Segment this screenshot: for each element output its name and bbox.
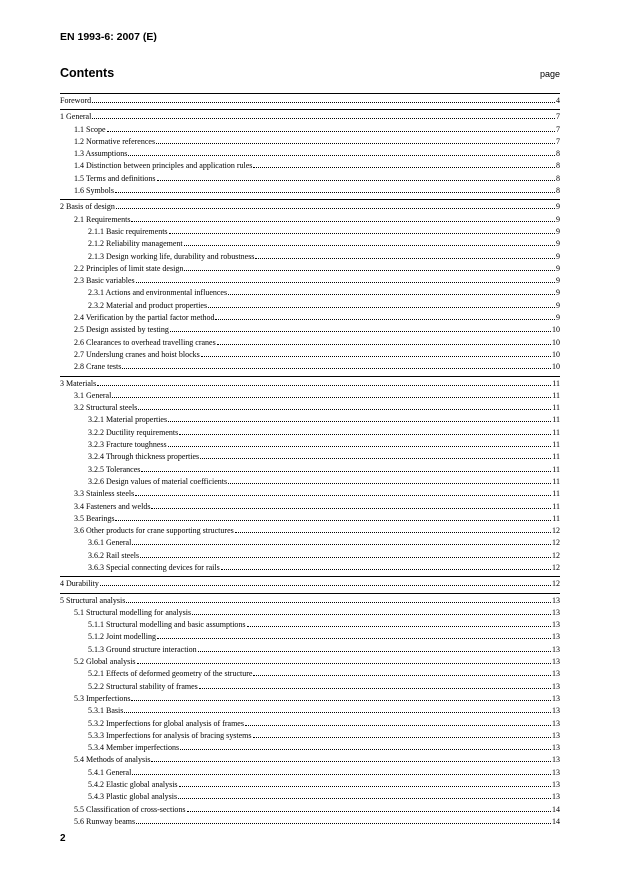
toc-entry[interactable]	[60, 312, 560, 324]
toc-entry-page: 12	[552, 550, 560, 560]
toc-group	[60, 376, 560, 575]
toc-entry-page: 7	[556, 124, 560, 134]
toc-leader-dots	[124, 706, 551, 713]
toc-entry-title: 5.3.4 Member imperfections	[88, 743, 180, 753]
toc-entry[interactable]	[60, 501, 560, 513]
toc-leader-dots	[157, 174, 555, 181]
toc-leader-dots	[115, 514, 551, 521]
toc-entry-title: 5.3.2 Imperfections for global analysis of frames	[88, 718, 244, 728]
toc-entry[interactable]	[60, 804, 560, 816]
toc-leader-dots	[253, 669, 551, 676]
document-id: EN 1993-6: 2007 (E)	[60, 31, 157, 43]
toc-entry-title: 2 Basis of design	[60, 202, 115, 212]
toc-entry-title: 3.2.1 Material properties	[88, 415, 168, 425]
toc-entry[interactable]	[60, 578, 560, 590]
toc-entry-page: 12	[552, 562, 560, 572]
toc-entry[interactable]	[60, 95, 560, 107]
toc-leader-dots	[245, 719, 551, 726]
toc-entry[interactable]	[60, 287, 560, 299]
toc-leader-dots	[151, 755, 551, 762]
toc-entry-page: 11	[552, 440, 560, 450]
toc-entry[interactable]	[60, 275, 560, 287]
toc-leader-dots	[192, 608, 551, 615]
toc-entry[interactable]	[60, 550, 560, 562]
toc-entry[interactable]	[60, 414, 560, 426]
toc-entry[interactable]	[60, 378, 560, 390]
toc-entry[interactable]	[60, 361, 560, 373]
toc-leader-dots	[132, 538, 551, 545]
toc-leader-dots	[131, 694, 551, 701]
toc-leader-dots	[156, 137, 555, 144]
toc-entry-page: 11	[552, 489, 560, 499]
toc-leader-dots	[208, 301, 555, 308]
toc-entry-title: 2.4 Verification by the partial factor method	[74, 313, 215, 323]
toc-entry-page: 9	[556, 239, 560, 249]
toc-entry-page: 11	[552, 427, 560, 437]
toc-entry-title: 1 General	[60, 112, 92, 122]
toc-entry[interactable]	[60, 705, 560, 717]
toc-entry[interactable]	[60, 779, 560, 791]
toc-entry[interactable]	[60, 390, 560, 402]
toc-group	[60, 109, 560, 197]
toc-leader-dots	[128, 149, 555, 156]
toc-leader-dots	[135, 489, 551, 496]
toc-entry-title: 4 Durability	[60, 579, 99, 589]
toc-entry[interactable]	[60, 644, 560, 656]
toc-leader-dots	[235, 526, 551, 533]
toc-entry-page: 11	[552, 378, 560, 388]
toc-entry-title: 5.4 Methods of analysis	[74, 755, 151, 765]
toc-group	[60, 593, 560, 829]
toc-entry-title: 2.2 Principles of limit state design	[74, 263, 184, 273]
toc-entry-page: 13	[552, 780, 560, 790]
toc-leader-dots	[168, 415, 551, 422]
toc-entry-title: 3.6.3 Special connecting devices for rails	[88, 562, 220, 572]
toc-leader-dots	[187, 805, 551, 812]
toc-group	[60, 93, 560, 107]
toc-entry-page: 10	[552, 337, 560, 347]
toc-leader-dots	[126, 596, 551, 603]
toc-entry[interactable]	[60, 754, 560, 766]
toc-entry-title: 3.2.4 Through thickness properties	[88, 452, 200, 462]
toc-entry-title: 2.3.2 Material and product properties	[88, 300, 208, 310]
toc-entry-page: 8	[556, 161, 560, 171]
toc-leader-dots	[141, 465, 551, 472]
toc-entry-page: 10	[552, 325, 560, 335]
toc-leader-dots	[136, 276, 555, 283]
toc-entry[interactable]	[60, 185, 560, 197]
toc-leader-dots	[169, 227, 555, 234]
toc-leader-dots	[92, 96, 555, 103]
toc-leader-dots	[170, 325, 551, 332]
toc-leader-dots	[100, 579, 551, 586]
toc-entry-title: 1.3 Assumptions	[74, 149, 128, 159]
toc-leader-dots	[122, 362, 551, 369]
toc-leader-dots	[151, 502, 551, 509]
toc-entry[interactable]	[60, 791, 560, 803]
toc-entry-title: 2.1.3 Design working life, durability and robustness	[88, 251, 255, 261]
toc-leader-dots	[97, 379, 551, 386]
toc-entry-title: 5.4.2 Elastic global analysis	[88, 780, 178, 790]
toc-entry-page: 13	[552, 718, 560, 728]
toc-leader-dots	[112, 391, 551, 398]
toc-entry-page: 13	[552, 743, 560, 753]
toc-entry-page: 9	[556, 276, 560, 286]
toc-entry[interactable]	[60, 337, 560, 349]
toc-leader-dots	[247, 620, 551, 627]
toc-leader-dots	[201, 350, 551, 357]
toc-leader-dots	[199, 682, 551, 689]
toc-entry[interactable]	[60, 656, 560, 668]
toc-leader-dots	[179, 428, 551, 435]
toc-entry[interactable]	[60, 816, 560, 828]
toc-leader-dots	[138, 403, 551, 410]
toc-entry-page: 8	[556, 149, 560, 159]
toc-entry[interactable]	[60, 767, 560, 779]
toc-leader-dots	[255, 252, 555, 259]
toc-leader-dots	[228, 288, 555, 295]
toc-entry-title: 3.5 Bearings	[74, 513, 115, 523]
toc-entry-title: 3.2.5 Tolerances	[88, 464, 141, 474]
toc-entry[interactable]	[60, 439, 560, 451]
toc-entry-page: 10	[552, 349, 560, 359]
toc-leader-dots	[116, 202, 555, 209]
toc-entry[interactable]	[60, 201, 560, 213]
toc-entry-title: 5.3.1 Basis	[88, 706, 124, 716]
toc-entry[interactable]	[60, 742, 560, 754]
toc-leader-dots	[228, 477, 551, 484]
toc-entry[interactable]	[60, 349, 560, 361]
toc-entry-title: 5.4.1 General	[88, 767, 132, 777]
toc-entry-title: 5.6 Runway beams	[74, 816, 136, 826]
toc-entry[interactable]	[60, 562, 560, 574]
toc-entry[interactable]	[60, 173, 560, 185]
toc-entry-title: 3.6.2 Rail steels	[88, 550, 140, 560]
toc-entry[interactable]	[60, 607, 560, 619]
toc-entry[interactable]	[60, 427, 560, 439]
toc-entry-page: 4	[556, 96, 560, 105]
toc-entry-title: 3.2 Structural steels	[74, 403, 138, 413]
toc-leader-dots	[253, 161, 555, 168]
toc-entry-title: 2.1.1 Basic requirements	[88, 226, 168, 236]
toc-leader-dots	[131, 215, 555, 222]
toc-entry-page: 13	[552, 620, 560, 630]
toc-entry-title: 3.4 Fasteners and welds	[74, 501, 151, 511]
toc-entry-page: 13	[552, 681, 560, 691]
toc-entry[interactable]	[60, 681, 560, 693]
toc-entry[interactable]	[60, 464, 560, 476]
toc-entry-title: 5.2.1 Effects of deformed geometry of the structure	[88, 669, 253, 679]
toc-entry[interactable]	[60, 488, 560, 500]
toc-leader-dots	[107, 125, 555, 132]
toc-entry-page: 9	[556, 251, 560, 261]
toc-leader-dots	[179, 780, 551, 787]
toc-entry-page: 9	[556, 202, 560, 212]
toc-entry[interactable]	[60, 595, 560, 607]
toc-entry-title: 5.1.1 Structural modelling and basic assumptions	[88, 620, 246, 630]
toc-entry-page: 11	[552, 452, 560, 462]
toc-entry-page: 9	[556, 263, 560, 273]
toc-entry[interactable]	[60, 619, 560, 631]
toc-entry[interactable]	[60, 718, 560, 730]
toc-entry-title: 5.1.2 Joint modelling	[88, 632, 156, 642]
toc-entry-page: 8	[556, 186, 560, 196]
toc-entry[interactable]	[60, 148, 560, 160]
toc-entry-page: 11	[552, 513, 560, 523]
toc-leader-dots	[168, 440, 552, 447]
toc-entry-page: 13	[552, 706, 560, 716]
toc-entry-page: 13	[552, 657, 560, 667]
toc-entry-page: 14	[552, 804, 560, 814]
toc-leader-dots	[92, 112, 555, 119]
toc-entry-title: 3.6 Other products for crane supporting structures	[74, 526, 234, 536]
page-number: 2	[60, 833, 66, 844]
toc-entry-title: 5.2.2 Structural stability of frames	[88, 681, 198, 691]
toc-entry-page: 11	[552, 476, 560, 486]
page-column-label: page	[539, 69, 560, 79]
toc-entry-title: 1.4 Distinction between principles and application rules	[74, 161, 253, 171]
toc-entry-title: 5.4.3 Plastic global analysis	[88, 792, 178, 802]
toc-entry-page: 11	[552, 464, 560, 474]
toc-leader-dots	[115, 186, 555, 193]
toc-entry-page: 13	[552, 607, 560, 617]
toc-entry-page: 13	[552, 767, 560, 777]
toc-entry[interactable]	[60, 537, 560, 549]
toc-entry[interactable]	[60, 251, 560, 263]
toc-entry-page: 10	[552, 362, 560, 372]
toc-entry-page: 7	[556, 112, 560, 122]
toc-entry[interactable]	[60, 214, 560, 226]
toc-leader-dots	[180, 743, 551, 750]
toc-entry-page: 12	[552, 538, 560, 548]
toc-entry-page: 9	[556, 214, 560, 224]
toc-entry-title: 3.2.3 Fracture toughness	[88, 440, 167, 450]
toc-leader-dots	[215, 313, 555, 320]
toc-entry-page: 9	[556, 288, 560, 298]
toc-entry[interactable]	[60, 402, 560, 414]
toc-entry[interactable]	[60, 476, 560, 488]
toc-entry-title: 3.2.2 Ductility requirements	[88, 427, 179, 437]
toc-leader-dots	[132, 768, 551, 775]
toc-entry[interactable]	[60, 668, 560, 680]
toc-entry-title: 5.5 Classification of cross-sections	[74, 804, 186, 814]
toc-entry-title: 2.7 Underslung cranes and hoist blocks	[74, 349, 200, 359]
toc-entry[interactable]	[60, 451, 560, 463]
toc-entry[interactable]	[60, 226, 560, 238]
toc-entry-title: 2.1 Requirements	[74, 214, 131, 224]
toc-leader-dots	[184, 264, 555, 271]
table-of-contents	[60, 93, 560, 830]
toc-entry-page: 12	[552, 526, 560, 536]
toc-entry-title: 2.3 Basic variables	[74, 276, 135, 286]
toc-entry-page: 11	[552, 501, 560, 511]
toc-entry-page: 9	[556, 300, 560, 310]
toc-entry[interactable]	[60, 300, 560, 312]
toc-entry-title: 5.3 Imperfections	[74, 693, 131, 703]
toc-entry[interactable]	[60, 513, 560, 525]
toc-entry-title: Foreword	[60, 96, 92, 105]
toc-entry-title: 5.2 Global analysis	[74, 657, 136, 667]
toc-entry-title: 3 Materials	[60, 378, 97, 388]
toc-group	[60, 576, 560, 590]
toc-leader-dots	[140, 551, 551, 558]
toc-entry-title: 5.1.3 Ground structure interaction	[88, 644, 197, 654]
toc-entry-title: 2.8 Crane tests	[74, 362, 122, 372]
toc-entry-title: 2.3.1 Actions and environmental influences	[88, 288, 228, 298]
toc-entry-page: 9	[556, 313, 560, 323]
toc-entry-page: 13	[552, 792, 560, 802]
toc-entry-page: 11	[552, 390, 560, 400]
toc-entry-page: 13	[552, 644, 560, 654]
toc-entry-page: 7	[556, 136, 560, 146]
toc-entry[interactable]	[60, 693, 560, 705]
toc-entry-title: 3.3 Stainless steels	[74, 489, 135, 499]
toc-entry-title: 5.1 Structural modelling for analysis	[74, 607, 192, 617]
toc-entry[interactable]	[60, 136, 560, 148]
toc-leader-dots	[198, 645, 551, 652]
toc-leader-dots	[136, 817, 551, 824]
toc-leader-dots	[253, 731, 551, 738]
toc-leader-dots	[200, 452, 551, 459]
toc-entry-title: 1.6 Symbols	[74, 186, 115, 196]
toc-entry-page: 9	[556, 226, 560, 236]
toc-entry-page: 13	[552, 632, 560, 642]
toc-entry-title: 3.6.1 General	[88, 538, 132, 548]
toc-entry[interactable]	[60, 160, 560, 172]
toc-entry[interactable]	[60, 111, 560, 123]
toc-entry-title: 5.3.3 Imperfections for analysis of bracing systems	[88, 730, 252, 740]
toc-entry-title: 3.1 General	[74, 390, 112, 400]
toc-leader-dots	[221, 563, 551, 570]
toc-entry-page: 12	[552, 579, 560, 589]
toc-group	[60, 199, 560, 373]
toc-entry[interactable]	[60, 525, 560, 537]
toc-entry-page: 13	[552, 595, 560, 605]
toc-entry-page: 11	[552, 415, 560, 425]
toc-entry-page: 13	[552, 693, 560, 703]
toc-entry[interactable]	[60, 631, 560, 643]
toc-entry-page: 13	[552, 669, 560, 679]
toc-leader-dots	[184, 239, 555, 246]
toc-leader-dots	[137, 657, 551, 664]
toc-entry-title: 2.1.2 Reliability management	[88, 239, 183, 249]
toc-entry-page: 13	[552, 730, 560, 740]
toc-leader-dots	[217, 338, 551, 345]
toc-entry[interactable]	[60, 238, 560, 250]
toc-entry-title: 2.6 Clearances to overhead travelling cranes	[74, 337, 216, 347]
toc-entry-title: 5 Structural analysis	[60, 595, 126, 605]
toc-entry-title: 1.5 Terms and definitions	[74, 173, 156, 183]
toc-entry-title: 3.2.6 Design values of material coefficients	[88, 476, 228, 486]
toc-entry[interactable]	[60, 324, 560, 336]
toc-entry-page: 8	[556, 173, 560, 183]
toc-entry[interactable]	[60, 124, 560, 136]
contents-title: Contents	[60, 66, 115, 80]
toc-entry-page: 14	[552, 816, 560, 826]
toc-entry-title: 2.5 Design assisted by testing	[74, 325, 169, 335]
toc-entry-title: 1.1 Scope	[74, 124, 106, 134]
toc-entry[interactable]	[60, 730, 560, 742]
toc-leader-dots	[178, 792, 551, 799]
toc-entry-title: 1.2 Normative references	[74, 136, 156, 146]
toc-leader-dots	[157, 632, 551, 639]
toc-entry-page: 13	[552, 755, 560, 765]
toc-entry-page: 11	[552, 403, 560, 413]
toc-entry[interactable]	[60, 263, 560, 275]
